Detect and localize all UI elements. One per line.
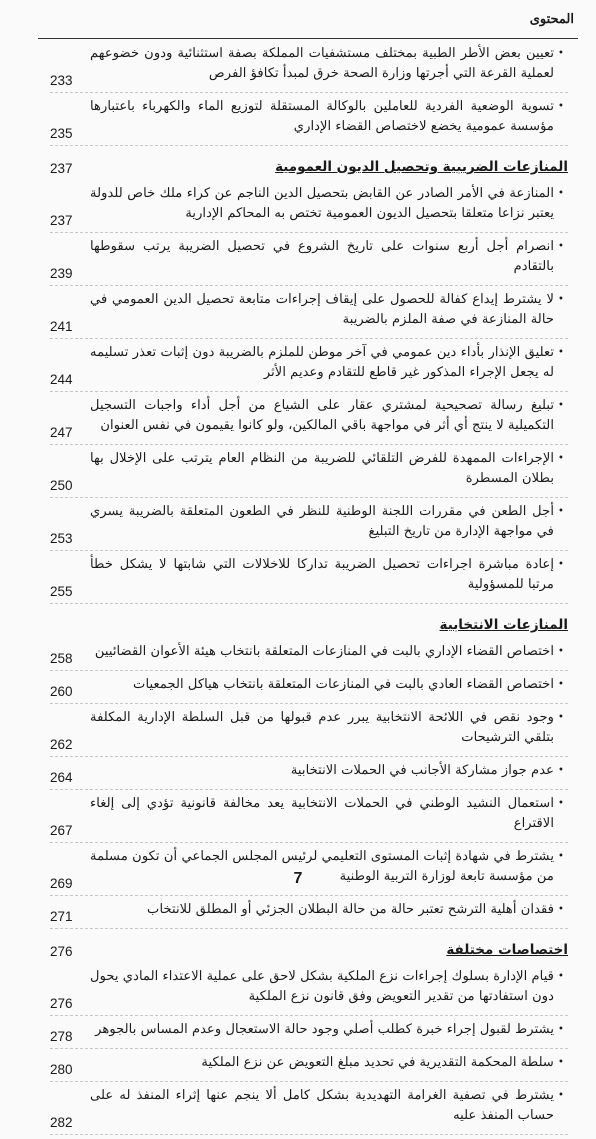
entry-text: عدم جواز مشاركة الأجانب في الحملات الانتخابية [290,763,554,778]
entry-page-number: 237 [50,213,73,228]
toc-entry [50,761,568,790]
entry-text: انصرام أجل أربع سنوات على تاريخ الشروع في تحصيل الضريبة يرتب سقوطها بالتقادم [90,239,554,274]
toc-section-heading [50,608,568,642]
entry-text: تسوية الوضعية الفردية للعاملين بالوكالة المستقلة لتوزيع الماء والكهرباء باعتبارها مؤسسة عمومية يخضع لاختصاص القضاء الإداري [90,99,554,134]
bullet-icon: • [558,1057,564,1068]
toc-entry [50,449,568,498]
toc-entry [50,343,568,392]
bullet-icon: • [558,851,564,862]
entry-text: المنازعة في الأمر الصادر عن القابض بتحصيل الدين الناجم عن كراء ملك خاص للدولة يعتبر نزاعا متعلقا بتحصيل الديون العمومية تختص به المحاكم الإدارية [90,186,554,221]
entry-page-number: 235 [50,126,73,141]
section-title: المنازعات الانتخابية [439,617,568,633]
toc-section-heading [50,933,568,967]
entry-page-number: 255 [50,584,73,599]
entry-page-number: 276 [50,996,73,1011]
toc-entry [50,708,568,757]
entry-page-number: 244 [50,372,73,387]
entry-text: تعليق الإنذار بأداء دين عمومي في آخر موطن للملزم بالضريبة دون إثبات تعذر تسليمه له يجعل الإجراء المذكور غير قاطع للتقادم وعديم الأثر [90,345,554,380]
bullet-icon: • [558,347,564,358]
toc-entry [50,184,568,233]
toc-section-heading [50,150,568,184]
entry-page-number: 282 [50,1115,73,1130]
bullet-icon: • [558,971,564,982]
toc-entry [50,642,568,671]
entry-page-number: 280 [50,1062,73,1077]
bullet-icon: • [558,188,564,199]
entry-text: الإجراءات الممهدة للفرض التلقائي للضريبة من النظام العام يترتب على الإخلال بها بطلان المسطرة [90,451,554,486]
bullet-icon: • [558,294,564,305]
entry-page-number: 264 [50,770,73,785]
entry-page-number: 260 [50,684,73,699]
entry-page-number: 253 [50,531,73,546]
bullet-icon: • [558,400,564,411]
bullet-icon: • [558,48,564,59]
entry-text: تعيين بعض الأطر الطبية بمختلف مستشفيات المملكة بصفة استثنائية ودون خضوعهم لعملية القرعة التي أجرتها وزارة الصحة خرق لمبدأ تكافؤ الفرص [90,46,554,81]
toc-entry [50,44,568,93]
toc-entry [50,502,568,551]
toc-entry [50,290,568,339]
entry-text: قيام الإدارة بسلوك إجراءات نزع الملكية بشكل لاحق على عملية الاعتداء المادي يحول دون استفادتها من تقدير التعويض وفق قانون نزع الملكية [90,969,554,1004]
toc-entry [50,396,568,445]
entry-page-number: 233 [50,73,73,88]
toc-entry [50,900,568,929]
entry-page-number: 262 [50,737,73,752]
toc-entry [50,967,568,1016]
entry-text: سلطة المحكمة التقديرية في تحديد مبلغ التعويض عن نزع الملكية [201,1055,554,1070]
entry-page-number: 269 [50,876,73,891]
entry-text: يشترط لقبول إجراء خبرة كطلب أصلي وجود حالة الاستعجال وعدم المساس بالجوهر [95,1022,554,1037]
entry-text: يشترط في شهادة إثبات المستوى التعليمي لرئيس المجلس الجماعي أن تكون مسلمة من مؤسسة تابعة لوزارة التربية الوطنية [90,849,554,884]
entry-text: وجود نقص في اللائحة الانتخابية يبرر عدم قبولها من قبل السلطة الإدارية المكلفة بتلقي الترشيحات [90,710,554,745]
page-header-title: المحتوى [529,12,574,27]
entry-page-number: 239 [50,266,73,281]
bullet-icon: • [558,1090,564,1101]
entry-text: إعادة مباشرة اجراءات تحصيل الضريبة تداركا للاخلالات التي شابتها لا يشكل خطأ مرتبا للمسؤولية [90,557,554,592]
entry-text: أجل الطعن في مقررات اللجنة الوطنية للنظر في الطعون المتعلقة بالضريبة يسري في مواجهة الإدارة من تاريخ التبليغ [90,504,554,539]
bullet-icon: • [558,506,564,517]
entry-text: فقدان أهلية الترشح تعتبر حالة من حالة البطلان الجزئي أو المطلق للانتخاب [147,902,554,917]
entry-page-number: 271 [50,909,73,924]
toc-entry [50,1086,568,1135]
toc-entry [50,237,568,286]
bullet-icon: • [558,559,564,570]
entry-page-number: 267 [50,823,73,838]
toc-entry [50,675,568,704]
entry-text: اختصاص القضاء العادي بالبت في المنازعات المتعلقة بانتخاب هياكل الجمعيات [133,677,554,692]
toc-entry [50,794,568,843]
header-divider [38,38,578,39]
entry-text: تبليغ رسالة تصحيحية لمشتري عقار على الشياع من أجل أداء واجبات التسجيل التكميلية لا ينتج أي أثر في مواجهة باقي المالكين، ولو كانوا يقيمون في نفس العنوان [90,398,554,433]
toc-entry [50,555,568,604]
section-page-number: 237 [50,161,73,176]
page-number: 7 [293,870,303,887]
entry-page-number: 247 [50,425,73,440]
bullet-icon: • [558,646,564,657]
section-title: اختصاصات مختلفة [446,942,568,958]
toc-content [50,44,568,1139]
entry-text: اختصاص القضاء الإداري بالبت في المنازعات المتعلقة بانتخاب هيئة الأعوان القضائيين [94,644,554,659]
bullet-icon: • [558,241,564,252]
toc-entry [50,97,568,146]
bullet-icon: • [558,712,564,723]
entry-text: لا يشترط إيداع كفالة للحصول على إيقاف إجراءات متابعة تحصيل الدين العمومي في حالة المنازعة في صفة الملزم بالضريبة [90,292,554,327]
entry-text: يشترط في تصفية الغرامة التهديدية بشكل كامل ألا ينجم عنها إثراء المنفذ له على حساب المنفذ عليه [90,1088,554,1123]
toc-entry [50,1020,568,1049]
bullet-icon: • [558,679,564,690]
toc-entry [50,1053,568,1082]
bullet-icon: • [558,798,564,809]
bullet-icon: • [558,101,564,112]
bullet-icon: • [558,765,564,776]
entry-text: استعمال النشيد الوطني في الحملات الانتخابية يعد مخالفة قانونية تؤدي إلى إلغاء الاقتراع [90,796,554,831]
bullet-icon: • [558,1024,564,1035]
entry-page-number: 250 [50,478,73,493]
section-title: المنازعات الضريبية وتحصيل الديون العمومية [275,159,568,175]
bullet-icon: • [558,453,564,464]
bullet-icon: • [558,904,564,915]
entry-page-number: 278 [50,1029,73,1044]
entry-page-number: 258 [50,651,73,666]
entry-page-number: 241 [50,319,73,334]
section-page-number: 276 [50,944,73,959]
